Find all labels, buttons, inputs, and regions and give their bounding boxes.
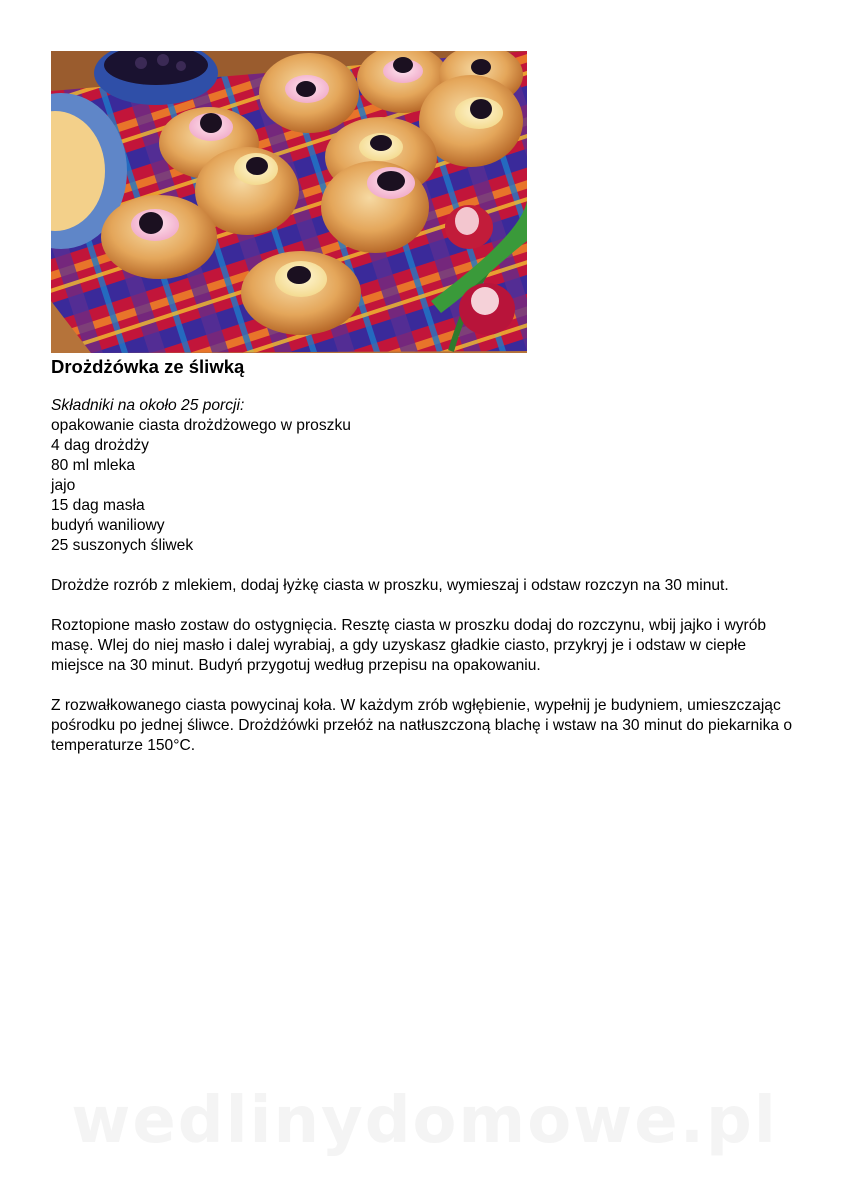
instruction-step: Drożdże rozrób z mlekiem, dodaj łyżkę ciasta w proszku, wymieszaj i odstaw rozczyn na 30 minut.: [51, 577, 729, 594]
ingredient-item: 15 dag masła: [51, 497, 145, 514]
instruction-step: Z rozwałkowanego ciasta powycinaj koła. W każdym zrób wgłębienie, wypełnij je budyniem, umieszczając pośrodku po jednej śliwce. Drożdżówki przełóż na natłuszczoną blachę i wstaw na 30 minut do piekarnika o temperaturze 150°C.: [51, 697, 793, 754]
ingredient-item: 25 suszonych śliwek: [51, 537, 194, 554]
ingredients-heading: Składniki na około 25 porcji:: [51, 397, 245, 414]
ingredients-list: [51, 416, 799, 556]
ingredient-item: opakowanie ciasta drożdżowego w proszku: [51, 417, 351, 434]
recipe-body: [51, 396, 799, 756]
ingredient-item: jajo: [51, 477, 76, 494]
ingredient-item: 80 ml mleka: [51, 457, 136, 474]
ingredient-item: budyń waniliowy: [51, 517, 165, 534]
recipe-photo: [51, 51, 527, 353]
instruction-step: Roztopione masło zostaw do ostygnięcia. Resztę ciasta w proszku dodaj do rozczynu, wbij jajko i wyrób masę. Wlej do niej masło i dalej wyrabiaj, a gdy uzyskasz gładkie ciasto, przykryj je i odstaw w ciepłe miejsce na 30 minut. Budyń przygotuj według przepisu na opakowaniu.: [51, 617, 767, 674]
ingredient-item: 4 dag drożdży: [51, 437, 149, 454]
recipe-title: Drożdżówka ze śliwką: [51, 356, 245, 377]
site-watermark: wedlinydomowe.pl: [71, 1084, 778, 1158]
